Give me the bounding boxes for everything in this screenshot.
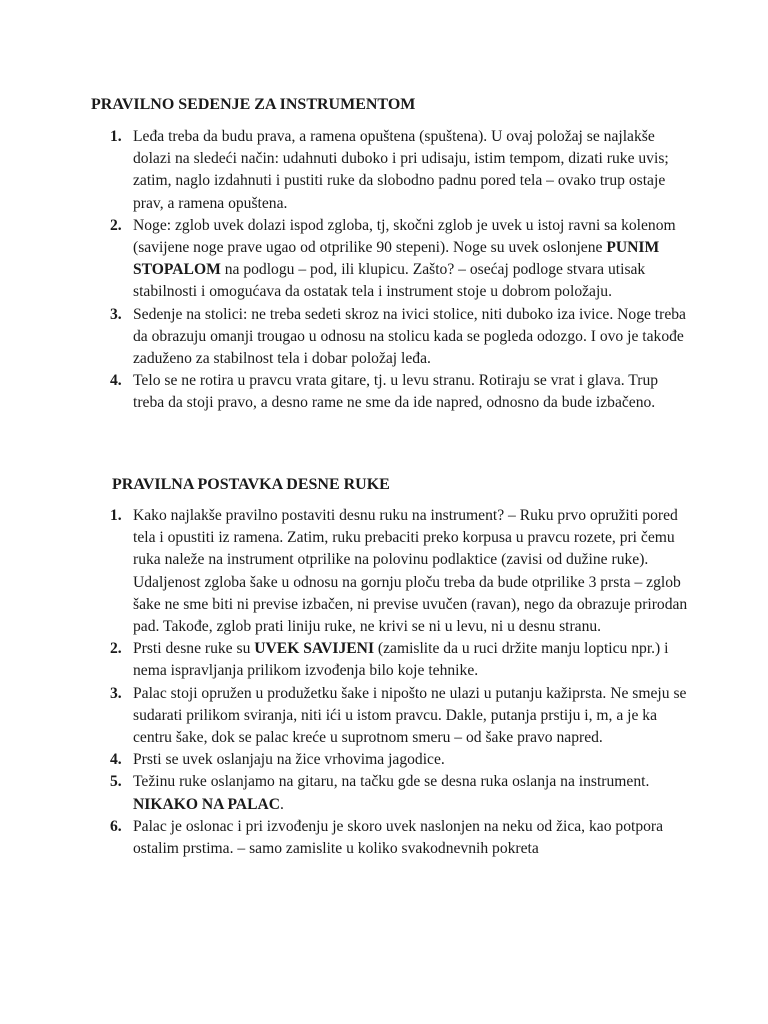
- right-hand-rules-list: [0, 505, 693, 860]
- list-item-text: (zamislite da u ruci držite manju lopticu npr.) i nema ispravljanja prilikom izvođenja bilo koje tehnike.: [133, 640, 669, 680]
- list-item-text: Leđa treba da budu prava, a ramena opuštena (spuštena). U ovaj položaj se najlakše dolazi na sledeći način: udahnuti duboko i pri udisaju, istim tempom, dizati ruke uvis; zatim, naglo izdahnuti i pustiti ruke da slobodno padnu pored tela – ovako trup ostaje prav, a ramena opuštena.: [133, 128, 669, 212]
- emphasis-text: UVEK SAVIJENI: [254, 640, 375, 658]
- section-title-right-hand: PRAVILNA POSTAVKA DESNE RUKE: [112, 476, 390, 493]
- list-item-text: Sedenje na stolici: ne treba sedeti skroz na ivici stolice, niti duboko iza ivice. Noge treba da obrazuju omanji trougao u odnosu na stolicu kada se pogleda odozgo. I ovo je takođe zaduženo za stabilnost tela i dobar položaj leđa.: [133, 305, 686, 368]
- emphasis-text: NIKAKO NA PALAC: [133, 795, 280, 813]
- list-item-text: Težinu ruke oslanjamo na gitaru, na tačku gde se desna ruka oslanja na instrument.: [133, 773, 650, 791]
- list-item: [0, 215, 693, 304]
- sitting-rules-list: [0, 126, 693, 415]
- list-item-text: Noge: zglob uvek dolazi ispod zgloba, tj, skočni zglob je uvek u istoj ravni sa kolenom (savijene noge prave ugao od otprilike 90 stepeni). Noge su uvek oslonjene: [133, 216, 676, 257]
- list-item: [0, 370, 693, 414]
- list-number: 3.: [110, 305, 122, 323]
- list-number: 1.: [110, 128, 122, 145]
- list-number: 2.: [110, 216, 122, 234]
- list-number: 5.: [110, 773, 122, 791]
- list-item-text: Kako najlakše pravilno postaviti desnu ruku na instrument? – Ruku prvo opružiti pored tela i opustiti iz ramena. Zatim, ruku prebaciti preko korpusa u pravcu rozete, pri čemu ruka naleže na instrument otprilike na polovinu podlaktice (zavisi od dužine ruke). Udaljenost zgloba šake u odnosu na gornju ploču treba da bude otprilike 3 prsta – zglob šake ne sme biti ni previse izbačen, ni previse uvučen (ravan), nego da obrazuje prirodan pad. Takođe, zglob prati liniju ruke, ne krivi se ni u levu, ni u desnu stranu.: [133, 507, 688, 636]
- list-item: [0, 126, 693, 215]
- list-number: 3.: [110, 684, 122, 702]
- list-item: [0, 683, 693, 750]
- list-item-text: Telo se ne rotira u pravcu vrata gitare, tj. u levu stranu. Rotiraju se vrat i glava. Trup treba da stoji pravo, a desno rame ne sme da ide napred, odnosno da bude izbačeno.: [133, 372, 659, 412]
- emphasis-text: PUNIM STOPALOM: [133, 239, 660, 279]
- list-item: [0, 771, 693, 815]
- list-item-text: .: [280, 795, 284, 813]
- list-number: 4.: [110, 372, 122, 390]
- list-item-text: Prsti desne ruke su: [133, 640, 255, 658]
- list-item: [0, 304, 693, 371]
- section-title-sitting: PRAVILNO SEDENJE ZA INSTRUMENTOM: [91, 96, 416, 113]
- list-item: [0, 638, 693, 682]
- list-item-text: Palac je oslonac i pri izvođenju je skoro uvek naslonjen na neku od žica, kao potpora ostalim prstima. – samo zamislite u koliko svakodnevnih pokreta: [133, 817, 664, 858]
- list-item: [0, 816, 693, 860]
- list-number: 2.: [110, 640, 122, 658]
- list-number: 6.: [110, 817, 122, 835]
- list-item-text: na podlogu – pod, ili klupicu. Zašto? – osećaj podloge stvara utisak stabilnosti i omogućava da ostatak tela i instrument stoje u dobrom položaju.: [133, 261, 646, 301]
- list-item-text: Palac stoji opružen u produžetku šake i nipošto ne ulazi u putanju kažiprsta. Ne smeju se sudarati prilikom sviranja, niti ići u istom pravcu. Dakle, putanja prstiju i, m, a je ka centru šake, dok se palac kreće u suprotnom smeru – od šake pravo napred.: [133, 684, 687, 747]
- list-item: [0, 749, 693, 771]
- list-number: 4.: [110, 751, 122, 769]
- list-item: [0, 505, 693, 638]
- list-item-text: Prsti se uvek oslanjaju na žice vrhovima jagodice.: [133, 751, 445, 769]
- list-number: 1.: [110, 507, 122, 524]
